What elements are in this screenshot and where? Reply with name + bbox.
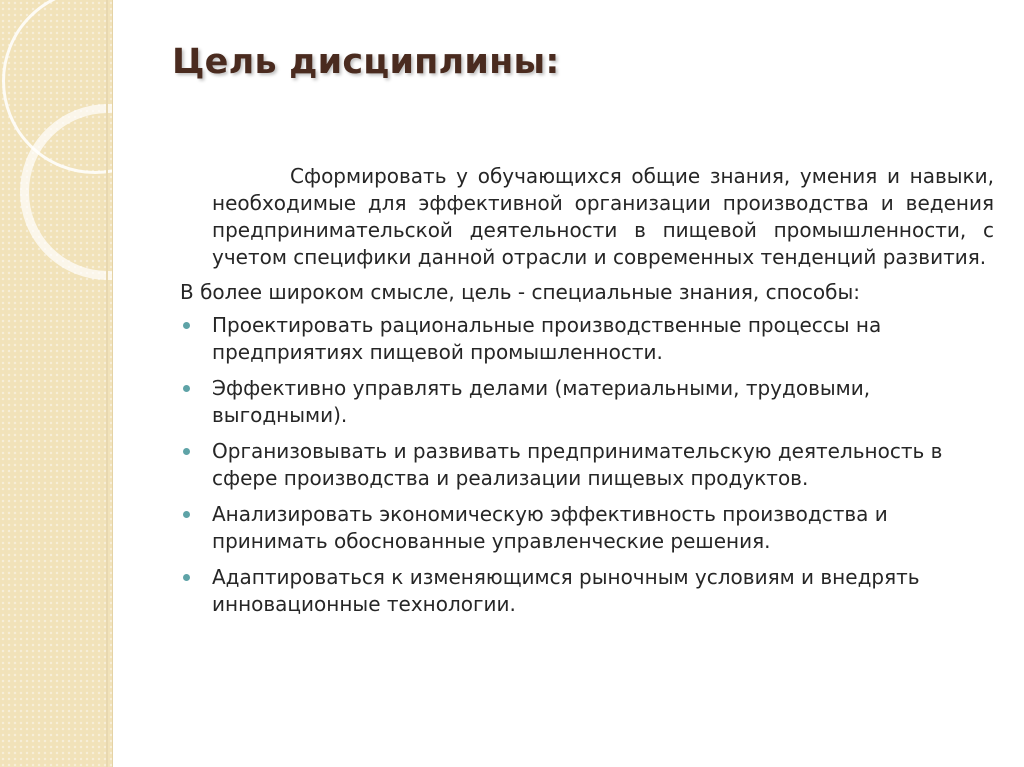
goal-text: Проектировать рациональные производственные процессы на предприятиях пищевой промышленности. xyxy=(212,313,882,364)
bullet-dot-icon xyxy=(183,322,190,329)
slide-title: Цель дисциплины: xyxy=(172,42,560,82)
bullet-dot-icon xyxy=(183,385,190,392)
intro-paragraph: Сформировать у обучающихся общие знания, умения и навыки, необходимые для эффективной организации производства и ведения предпринимательской деятельности в пищевой промышленности, с учетом специфики данной отрасли и современных тенденций развития. xyxy=(212,164,994,269)
goals-list xyxy=(180,312,994,618)
band-divider xyxy=(106,0,108,767)
goal-text: Анализировать экономическую эффективность производства и принимать обоснованные управленческие решения. xyxy=(212,502,888,553)
goal-item xyxy=(180,564,994,618)
bullet-dot-icon xyxy=(183,448,190,455)
decorative-side-band xyxy=(0,0,113,767)
goal-item xyxy=(180,438,994,492)
slide-body xyxy=(180,163,994,627)
bullet-dot-icon xyxy=(183,574,190,581)
goal-text: Эффективно управлять делами (материальными, трудовыми, выгодными). xyxy=(212,376,871,427)
bullet-dot-icon xyxy=(183,511,190,518)
goal-item xyxy=(180,312,994,366)
wider-sense-paragraph: В более широком смысле, цель - специальные знания, способы: xyxy=(180,280,861,304)
goal-text: Организовывать и развивать предпринимательскую деятельность в сфере производства и реализации пищевых продуктов. xyxy=(212,439,943,490)
goal-text: Адаптироваться к изменяющимся рыночным условиям и внедрять инновационные технологии. xyxy=(212,565,920,616)
goal-item xyxy=(180,375,994,429)
goal-item xyxy=(180,501,994,555)
